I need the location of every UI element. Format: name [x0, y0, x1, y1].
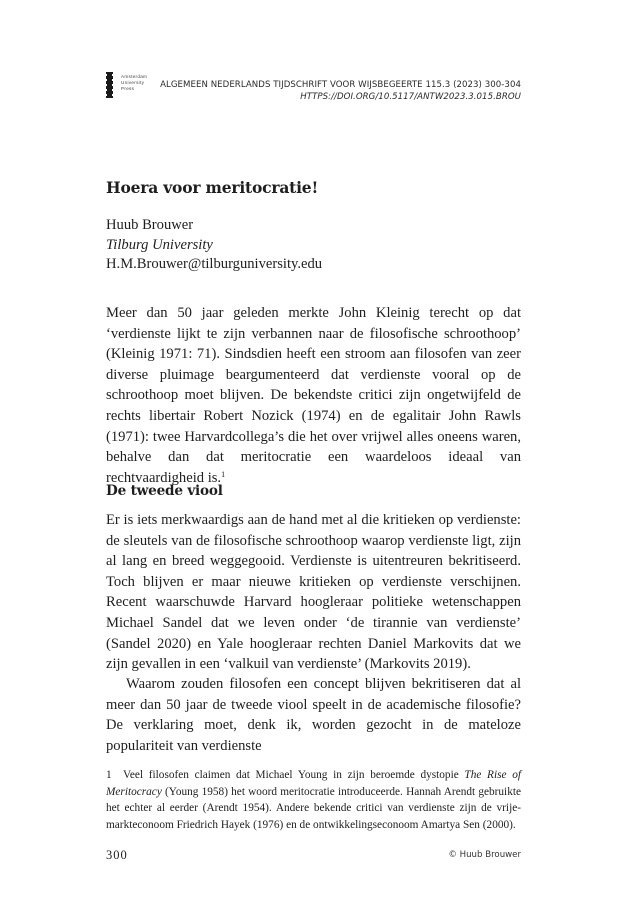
publisher-logo: [106, 72, 147, 98]
footnote-text: Veel filosofen claimen dat Michael Young in zijn beroemde dystopie: [123, 769, 465, 781]
copyright-notice: © Huub Brouwer: [448, 850, 521, 860]
publisher-logo-text: [121, 74, 147, 92]
section-heading: De tweede viool: [106, 483, 223, 499]
publisher-logo-line: Press: [121, 86, 135, 91]
publisher-logo-line: University: [121, 80, 145, 85]
journal-header: [160, 79, 521, 103]
author-name: Huub Brouwer: [106, 217, 194, 233]
author-email[interactable]: H.M.Brouwer@tilburguniversity.edu: [106, 256, 323, 272]
doi-link[interactable]: HTTPS://DOI.ORG/10.5117/ANTW2023.3.015.BROU: [300, 92, 521, 102]
section-paragraph: Waarom zouden filosofen een concept blijven bekritiseren dat al meer dan 50 jaar de tweede viool speelt in de academische filosofie? De verklaring moet, denk ik, worden gezocht in de mateloze populariteit van verdienste: [106, 676, 521, 754]
footnote-reference[interactable]: 1: [221, 469, 226, 479]
footnote-text: (Young 1958) het woord meritocratie introduceerde. Hannah Arendt gebruikte het echter al eerder (Arendt 1954). Andere bekende critici van verdienste zijn de vrije-markteconoom Friedrich Hayek (1976) en de ontwikkelingseconoom Amartya Sen (2000).: [106, 785, 521, 831]
publisher-logo-line: Amsterdam: [121, 74, 148, 79]
intro-paragraph-text: Meer dan 50 jaar geleden merkte John Kleinig terecht op dat ‘verdienste lijkt te zijn verbannen naar de filosofische schroothoop’ (Kleinig 1971: 71). Sindsdien heeft een stroom aan filosofen van zeer diverse pluimage beargumenteerd dat verdienste vooral op de schroothoop moet blijven. De bekendste critici zijn ongetwijfeld de rechts libertair Robert Nozick (1974) en de egalitair John Rawls (1971): twee Harvardcollega’s die het over vrijwel alles oneens waren, behalve dan dat meritocratie een waardeloos ideaal van rechtvaardigheid is.: [106, 305, 521, 486]
author-affiliation: Tilburg University: [106, 236, 213, 253]
author-block: [106, 216, 322, 275]
section-paragraph: Er is iets merkwaardigs aan de hand met al die kritieken op verdienste: de sleutels van de filosofische schroothoop waarop verdienste ligt, zijn al lang en breed weggegooid. Verdienste is uitentreuren bekritiseerd. Toch blijven er maar nieuwe kritieken op verdienste verschijnen. Recent waarschuwde Harvard hoogleraar politieke wetenschappen Michael Sandel dat we leven onder ‘de tirannie van verdienste’ (Sandel 2020) en Yale hoogleraar rechten Daniel Markovits dat we zijn gevallen in een ‘valkuil van verdienste’ (Markovits 2019).: [106, 512, 521, 673]
amsterdam-university-press-logo-icon: [106, 72, 113, 98]
footnote-book-title: The Rise of Meritocracy: [106, 769, 521, 798]
footnote-number: 1: [106, 769, 112, 781]
journal-citation: ALGEMEEN NEDERLANDS TIJDSCHRIFT VOOR WIJSBEGEERTE 115.3 (2023) 300-304: [160, 80, 521, 90]
footnote: [106, 767, 521, 833]
intro-paragraph: [106, 303, 521, 488]
page-number: 300: [106, 848, 128, 862]
article-title: Hoera voor meritocratie!: [106, 178, 319, 197]
